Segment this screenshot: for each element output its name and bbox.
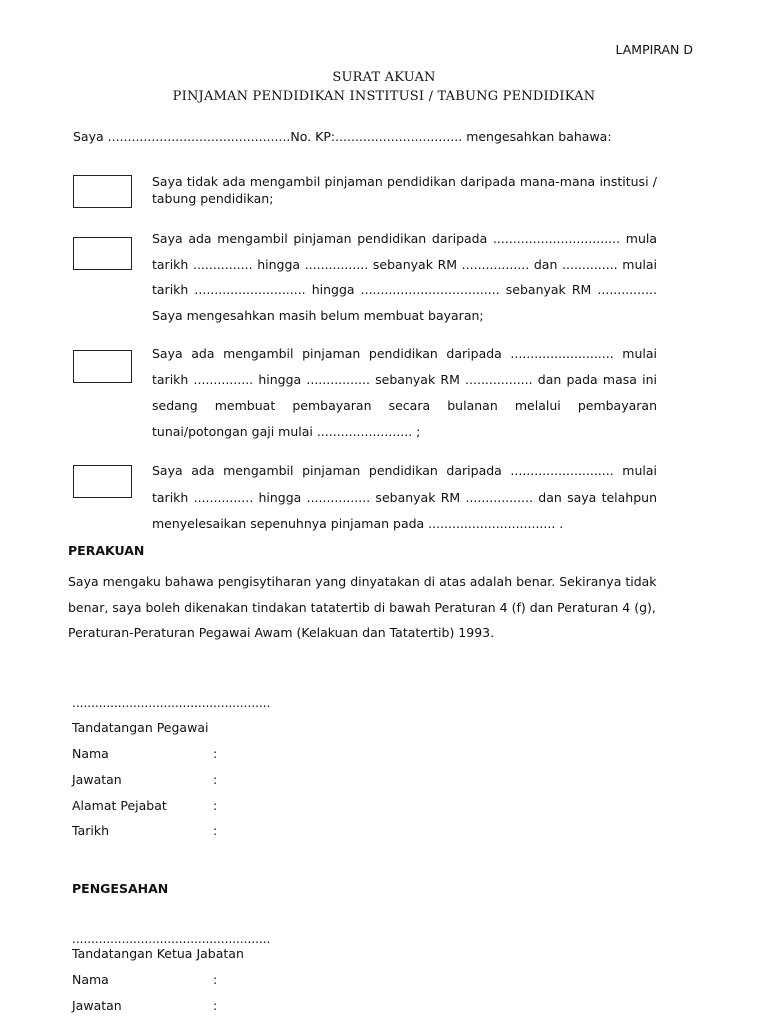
checkbox-loan-repaying[interactable] xyxy=(73,350,132,383)
field-colon: : xyxy=(213,998,218,1013)
clause-loan-repaying: Saya ada mengambil pinjaman pendidikan daripada .......................... mulai tarikh ............... hingga ................ sebanyak RM ................. dan pada masa ini sedang membuat pembayaran secara bulanan melalui pembayaran tunai/potongan gaji mulai ........................ ; xyxy=(152,346,657,439)
checkbox-loan-settled[interactable] xyxy=(73,465,132,498)
pengesahan-heading: PENGESAHAN xyxy=(72,881,169,896)
head-signature-label: Tandatangan Ketua Jabatan xyxy=(72,946,244,961)
field-colon: : xyxy=(213,746,218,761)
field-colon: : xyxy=(213,772,218,787)
checkbox-no-loan[interactable] xyxy=(73,175,132,208)
head-name-field[interactable] xyxy=(72,972,232,987)
employee-name-field[interactable] xyxy=(72,746,232,761)
field-colon: : xyxy=(213,823,218,838)
intro-statement: Saya ..............................................No. KP:................................ mengesahkan bahawa: xyxy=(73,129,612,144)
clause-loan-unpaid: Saya ada mengambil pinjaman pendidikan daripada ................................ mula tarikh ............... hingga ................ sebanyak RM ................. dan .............. mulai tarikh ............................ hingga ................................... sebanyak RM ............... Saya mengesahkan masih belum membuat bayaran; xyxy=(152,231,657,323)
checkbox-loan-unpaid[interactable] xyxy=(73,237,132,270)
field-label: Alamat Pejabat xyxy=(72,798,167,813)
form-title: SURAT AKUAN xyxy=(332,70,436,85)
field-label: Jawatan xyxy=(72,772,122,787)
perakuan-text: Saya mengaku bahawa pengisytiharan yang dinyatakan di atas adalah benar. Sekiranya tidak benar, saya boleh dikenakan tindakan tatatertib di bawah Peraturan 4 (f) dan Peraturan 4 (g), Peraturan-Peraturan Pegawai Awam (Kelakuan dan Tatatertib) 1993. xyxy=(68,574,657,641)
field-label: Tarikh xyxy=(72,823,109,838)
field-label: Nama xyxy=(72,972,109,987)
field-colon: : xyxy=(213,798,218,813)
form-subtitle: PINJAMAN PENDIDIKAN INSTITUSI / TABUNG PENDIDIKAN xyxy=(172,89,596,104)
head-position-field[interactable] xyxy=(72,998,232,1013)
clause-no-loan: Saya tidak ada mengambil pinjaman pendidikan daripada mana-mana institusi / tabung pendidikan; xyxy=(152,174,657,206)
field-label: Nama xyxy=(72,746,109,761)
employee-signature-line[interactable]: .................................................... xyxy=(72,696,271,710)
annex-label: LAMPIRAN D xyxy=(615,42,693,57)
clause-loan-settled: Saya ada mengambil pinjaman pendidikan daripada .......................... mulai tarikh ............... hingga ................ sebanyak RM ................. dan saya telahpun menyelesaikan sepenuhnya pinjaman pada ................................ . xyxy=(152,463,657,531)
employee-signature-label: Tandatangan Pegawai xyxy=(72,720,209,735)
field-colon: : xyxy=(213,972,218,987)
employee-office-address-field[interactable] xyxy=(72,798,232,813)
employee-position-field[interactable] xyxy=(72,772,232,787)
head-signature-line[interactable]: .................................................... xyxy=(72,932,271,946)
employee-date-field[interactable] xyxy=(72,823,232,838)
field-label: Jawatan xyxy=(72,998,122,1013)
perakuan-heading: PERAKUAN xyxy=(68,543,145,558)
